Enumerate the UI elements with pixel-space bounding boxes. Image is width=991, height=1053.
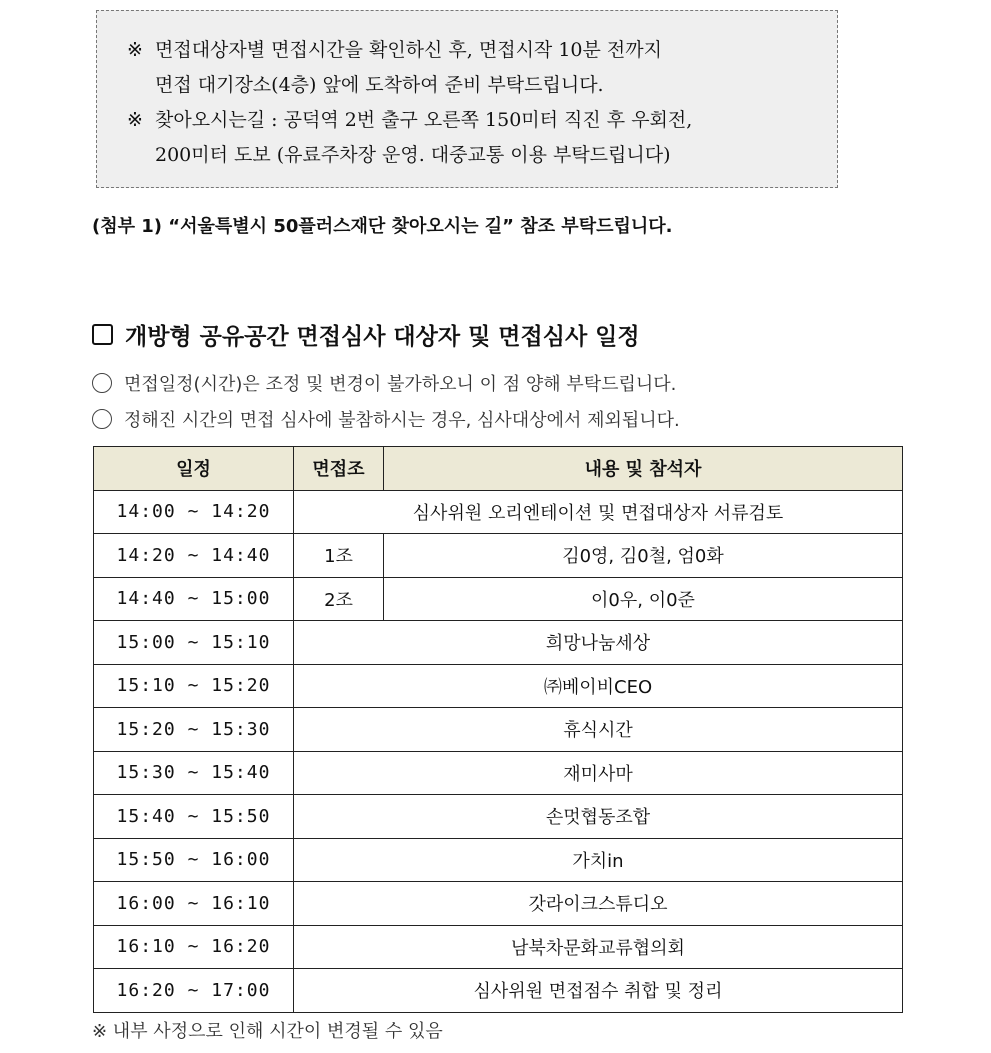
content-cell: 가치in [294,838,903,882]
time-cell: 16:20 ~ 17:00 [94,969,294,1013]
reference-mark: ※ [127,39,143,61]
content-cell: 갓라이크스튜디오 [294,882,903,926]
header-content: 내용 및 참석자 [384,447,903,491]
table-row [94,838,903,882]
table-row [94,534,903,578]
table-row [94,490,903,534]
notice-line [127,103,837,138]
reference-mark: ※ [127,109,143,131]
time-cell: 15:30 ~ 15:40 [94,751,294,795]
checkbox-icon [92,324,113,345]
table-row [94,882,903,926]
time-cell: 15:10 ~ 15:20 [94,664,294,708]
table-row [94,751,903,795]
time-cell: 14:40 ~ 15:00 [94,577,294,621]
reference-mark [127,138,155,173]
content-cell: 심사위원 면접점수 취합 및 정리 [294,969,903,1013]
section-heading [92,318,640,351]
notice-text: 찾아오시는길 : 공덕역 2번 출구 오른쪽 150미터 직진 후 우회전, [155,109,693,131]
section-title: 개방형 공유공간 면접심사 대상자 및 면접심사 일정 [125,324,640,350]
bullet-item [92,370,676,396]
bullet-text: 정해진 시간의 면접 심사에 불참하시는 경우, 심사대상에서 제외됩니다. [124,410,680,431]
content-cell: 김0영, 김0철, 엄0화 [384,534,903,578]
notice-line [127,33,837,68]
time-cell: 16:00 ~ 16:10 [94,882,294,926]
table-header-row [94,447,903,491]
table-row [94,925,903,969]
time-cell: 15:40 ~ 15:50 [94,795,294,839]
table-row [94,969,903,1013]
time-cell: 14:20 ~ 14:40 [94,534,294,578]
content-cell: 재미사마 [294,751,903,795]
group-cell: 1조 [294,534,384,578]
notice-box [96,10,838,188]
circle-bullet-icon [92,409,112,429]
notice-text: 200미터 도보 (유료주차장 운영. 대중교통 이용 부탁드립니다) [155,144,671,166]
table-row [94,795,903,839]
header-group: 면접조 [294,447,384,491]
content-cell: 휴식시간 [294,708,903,752]
time-cell: 15:00 ~ 15:10 [94,621,294,665]
notice-text: 면접 대기장소(4층) 앞에 도착하여 준비 부탁드립니다. [155,74,604,96]
schedule-table [93,446,903,1013]
notice-line [127,68,837,103]
time-cell: 15:50 ~ 16:00 [94,838,294,882]
circle-bullet-icon [92,373,112,393]
time-cell: 15:20 ~ 15:30 [94,708,294,752]
bullet-item [92,406,680,432]
content-cell: 심사위원 오리엔테이션 및 면접대상자 서류검토 [294,490,903,534]
notice-line [127,138,837,173]
table-row [94,621,903,665]
reference-mark [127,68,155,103]
content-cell: 손멋협동조합 [294,795,903,839]
notice-text: 면접대상자별 면접시간을 확인하신 후, 면접시작 10분 전까지 [155,39,662,61]
content-cell: ㈜베이비CEO [294,664,903,708]
content-cell: 희망나눔세상 [294,621,903,665]
table-row [94,664,903,708]
footnote: ※ 내부 사정으로 인해 시간이 변경될 수 있음 [92,1021,443,1042]
content-cell: 남북차문화교류협의회 [294,925,903,969]
group-cell: 2조 [294,577,384,621]
table-row [94,708,903,752]
time-cell: 14:00 ~ 14:20 [94,490,294,534]
content-cell: 이0우, 이0준 [384,577,903,621]
table-row [94,577,903,621]
attachment-note: (첨부 1) “서울특별시 50플러스재단 찾아오시는 길” 참조 부탁드립니다. [92,216,673,237]
bullet-text: 면접일정(시간)은 조정 및 변경이 불가하오니 이 점 양해 부탁드립니다. [124,374,677,395]
time-cell: 16:10 ~ 16:20 [94,925,294,969]
header-schedule: 일정 [94,447,294,491]
